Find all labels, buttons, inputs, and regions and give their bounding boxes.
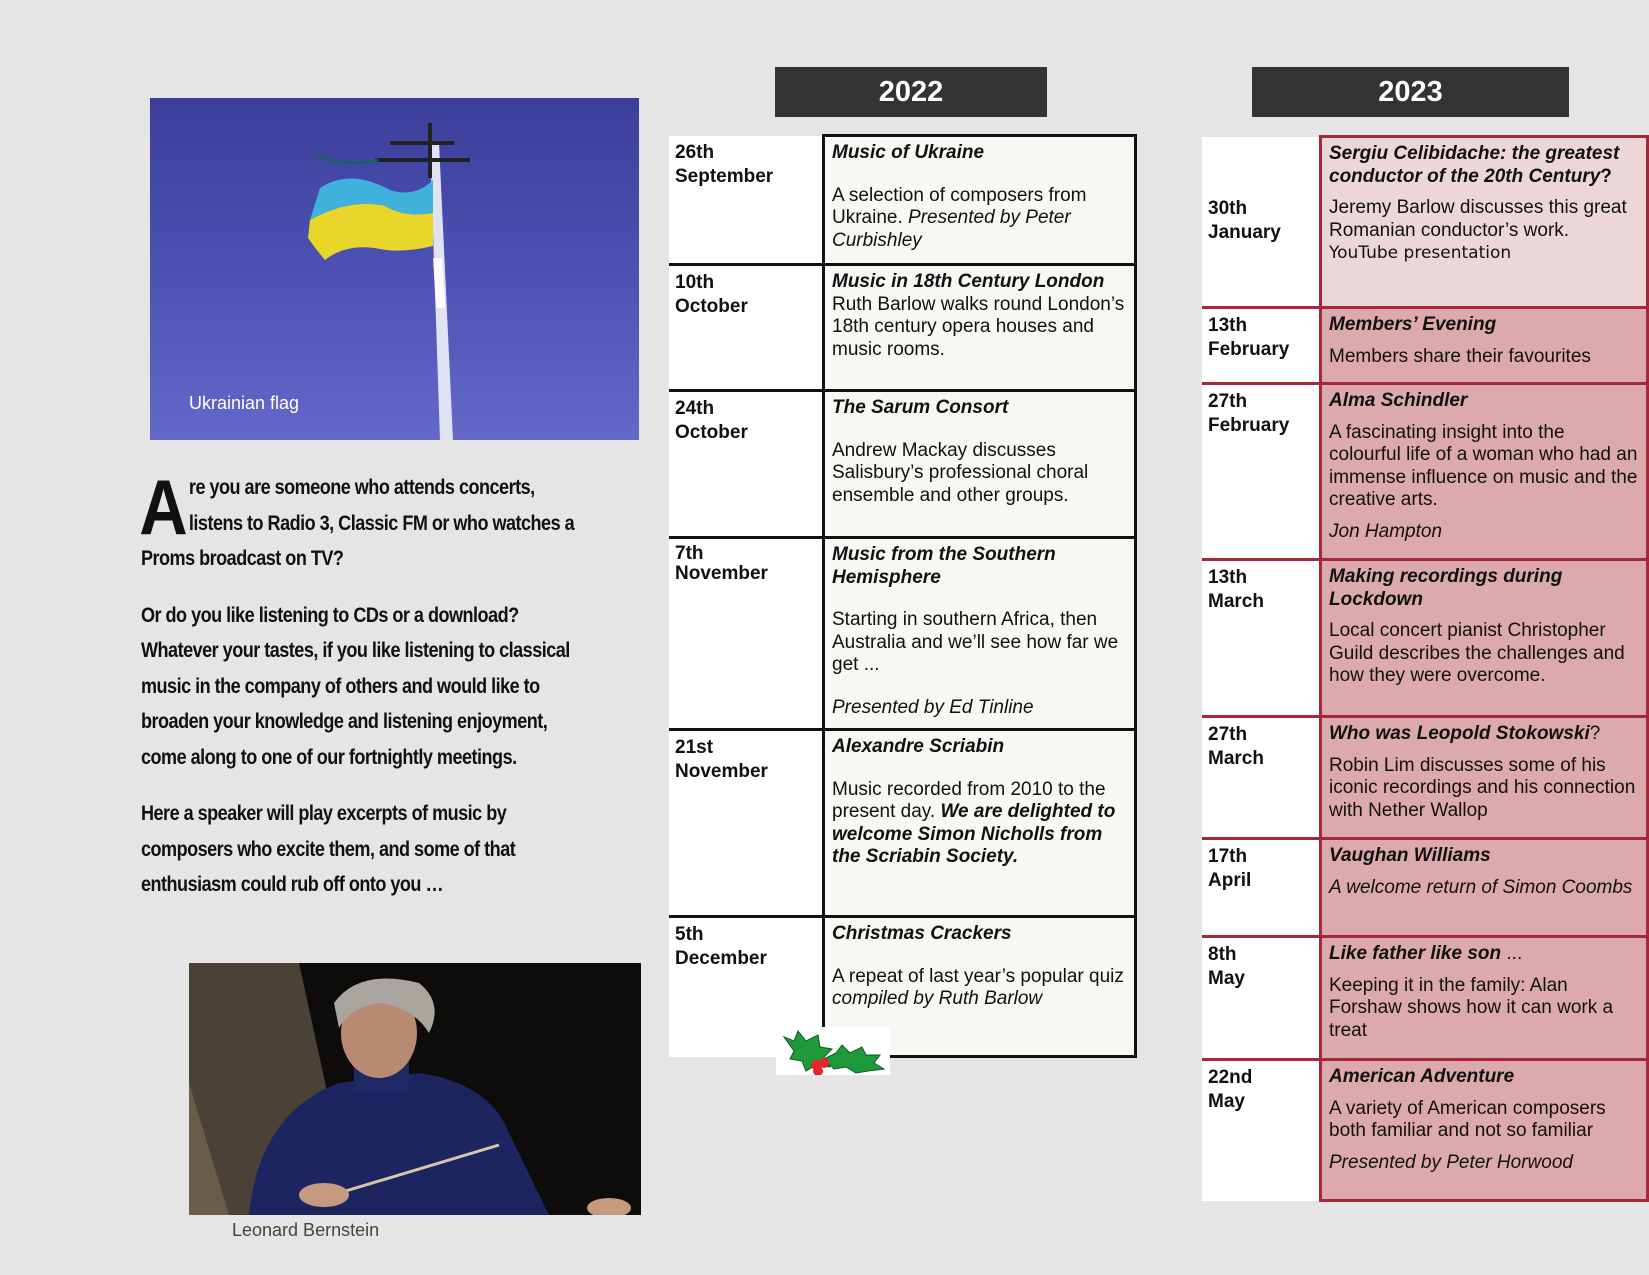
event-details (1321, 717, 1648, 839)
event-title: The Sarum Consort (832, 397, 1009, 418)
event-title: Alexandre Scriabin (832, 736, 1005, 757)
year-header-2023: 2023 (1252, 67, 1569, 117)
event-title: Music from the Southern Hemisphere (832, 544, 1056, 588)
conductor-illustration-icon (189, 963, 641, 1215)
event-details (1321, 384, 1648, 560)
event-description: Members share their favourites (1329, 345, 1591, 367)
event-details (1321, 560, 1648, 717)
event-row (669, 391, 1136, 538)
event-description: Local concert pianist Christopher Guild describes the challenges and how they were overcome. (1329, 620, 1625, 686)
event-title: Sergiu Celibidache: the greatest conductor of the 20th Century? (1329, 143, 1620, 187)
event-presenter: Presented by Ed Tinline (832, 696, 1034, 718)
intro-paragraph-2: Or do you like listening to CDs or a download? Whatever your tastes, if you like listening to classical music in the company of others and would like to broaden your knowledge and listening enjoyment, come along to one of our fortnightly meetings. (141, 603, 570, 769)
event-details (1321, 1060, 1648, 1201)
event-details (824, 136, 1136, 265)
flag-illustration-icon (150, 98, 639, 440)
event-row (1202, 1060, 1648, 1201)
event-row (1202, 384, 1648, 560)
event-date: 13th February (1202, 308, 1321, 384)
event-description: Ruth Barlow walks round London’s 18th century opera houses and music rooms. (832, 293, 1125, 360)
event-presenter: Jon Hampton (1329, 520, 1443, 542)
flag-caption: Ukrainian flag (189, 393, 300, 413)
event-row (669, 730, 1136, 917)
event-row (1202, 839, 1648, 937)
event-date: 21st November (669, 730, 824, 917)
event-row (669, 917, 1136, 1057)
drop-cap: A (139, 463, 188, 551)
event-description: Music recorded from 2010 to the present day. We are delighted to welcome Simon Nicholls from the Scriabin Society. (832, 778, 1116, 867)
event-date: 17th April (1202, 839, 1321, 937)
event-details (824, 265, 1136, 391)
event-row (669, 538, 1136, 730)
event-date: 13th March (1202, 560, 1321, 717)
intro-paragraph-1: Are you are someone who attends concerts, listens to Radio 3, Classic FM or who watches a Proms broadcast on TV? (139, 463, 575, 570)
schedule-table-2023 (1202, 135, 1649, 1202)
schedule-table-2022 (669, 134, 1137, 1058)
event-title: Music of Ukraine (832, 142, 985, 163)
leonard-bernstein-photo (189, 963, 641, 1215)
event-date: 7th November (669, 538, 824, 730)
event-row (1202, 717, 1648, 839)
event-date: 22nd May (1202, 1060, 1321, 1201)
event-date: 8th May (1202, 937, 1321, 1060)
event-title: Music in 18th Century London (832, 271, 1105, 292)
intro-text (139, 463, 580, 924)
event-presenter: Presented by Peter Horwood (1329, 1151, 1573, 1173)
event-date: 30th January (1202, 137, 1321, 308)
event-row (1202, 937, 1648, 1060)
event-description: A variety of American composers both familiar and not so familiar (1329, 1097, 1606, 1141)
event-title: Like father like son ... (1329, 943, 1523, 964)
ukrainian-flag-photo (150, 98, 639, 440)
intro-paragraph-3: Here a speaker will play excerpts of music by composers who excite them, and some of that enthusiasm could rub off onto you … (141, 802, 516, 896)
event-presenter: A welcome return of Simon Coombs (1329, 876, 1633, 898)
event-row (1202, 560, 1648, 717)
bernstein-caption: Leonard Bernstein (232, 1220, 380, 1240)
holly-icon (776, 1027, 890, 1075)
event-description: Robin Lim discusses some of his iconic recordings and his connection with Nether Wallop (1329, 754, 1636, 821)
event-details (824, 391, 1136, 538)
event-description: Andrew Mackay discusses Salisbury’s professional choral ensemble and other groups. (832, 439, 1089, 506)
event-date: 10th October (669, 265, 824, 391)
event-date: 27th March (1202, 717, 1321, 839)
event-row (669, 136, 1136, 265)
event-title: Alma Schindler (1329, 390, 1468, 411)
event-title: Vaughan Williams (1329, 845, 1491, 866)
event-description: Jeremy Barlow discusses this great Romanian conductor’s work. YouTube presentation (1329, 197, 1627, 263)
event-title: Making recordings during Lockdown (1329, 566, 1563, 610)
event-row (669, 265, 1136, 391)
event-row (1202, 137, 1648, 308)
event-description: A repeat of last year’s popular quiz compiled by Ruth Barlow (832, 965, 1124, 1009)
event-title: Christmas Crackers (832, 923, 1012, 944)
event-details (1321, 137, 1648, 308)
event-date: 26th September (669, 136, 824, 265)
event-description: A fascinating insight into the colourful life of a woman who had an immense influence on music and the creative arts. (1329, 421, 1638, 510)
event-date: 27th February (1202, 384, 1321, 560)
event-details (1321, 839, 1648, 937)
event-details (1321, 308, 1648, 384)
event-title: Who was Leopold Stokowski? (1329, 723, 1601, 744)
event-date: 24th October (669, 391, 824, 538)
event-date: 5th December (669, 917, 824, 1057)
event-details (1321, 937, 1648, 1060)
event-description: A selection of composers from Ukraine. Presented by Peter Curbishley (832, 184, 1087, 251)
event-description: Starting in southern Africa, then Australia and we’ll see how far we get ... (832, 609, 1119, 675)
event-title: Members’ Evening (1329, 314, 1497, 335)
event-details (824, 538, 1136, 730)
event-description: Keeping it in the family: Alan Forshaw shows how it can work a treat (1329, 974, 1614, 1041)
year-header-2022: 2022 (775, 67, 1047, 117)
event-title: American Adventure (1329, 1066, 1515, 1087)
event-details (824, 730, 1136, 917)
event-row (1202, 308, 1648, 384)
